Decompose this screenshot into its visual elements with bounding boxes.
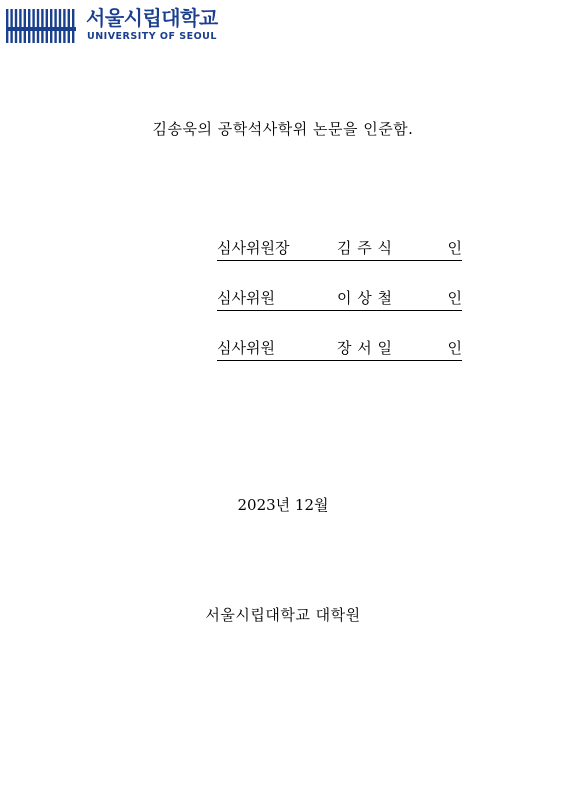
committee-seal-mark: 인 [447,339,462,357]
emblem-bar [6,9,8,43]
emblem-bar [24,9,26,43]
committee-row-member-2 [217,338,462,361]
committee-role: 심사위원 [217,339,275,357]
committee-member-name: 김 주 식 [337,239,393,257]
emblem-bar [28,9,30,43]
approval-date: 2023년 12월 [237,496,329,514]
emblem-bar [68,9,70,43]
committee-row-chair [217,238,462,261]
emblem-bar [46,9,48,43]
university-emblem-icon [6,9,78,43]
emblem-bar [37,9,39,43]
graduate-school-name: 서울시립대학교 대학원 [205,606,361,624]
committee-member-name: 이 상 철 [337,289,393,307]
emblem-bar [50,9,52,43]
committee-row-member-1 [217,288,462,311]
emblem-bar [10,9,12,43]
emblem-bar [19,9,21,43]
committee-role: 심사위원장 [217,239,290,257]
emblem-bar [54,9,56,43]
committee-member-name: 장 서 일 [337,339,393,357]
emblem-bar [72,9,74,43]
logo-name-english: UNIVERSITY OF SEOUL [87,31,217,42]
emblem-bar [41,9,43,43]
university-logo [6,6,218,46]
emblem-bar [15,9,17,43]
emblem-bar [32,9,34,43]
committee-seal-mark: 인 [447,289,462,307]
certification-statement: 김송욱의 공학석사학위 논문을 인준함. [152,120,414,138]
emblem-bar [63,9,65,43]
emblem-band [6,27,76,31]
committee-role: 심사위원 [217,289,275,307]
logo-name-korean: 서울시립대학교 [86,6,218,30]
committee-seal-mark: 인 [447,239,462,257]
emblem-bar [59,9,61,43]
